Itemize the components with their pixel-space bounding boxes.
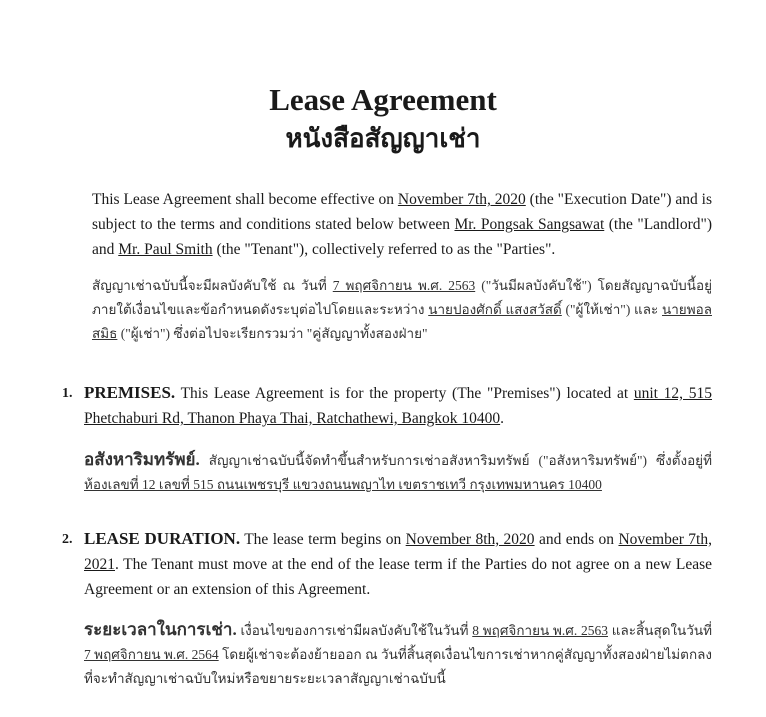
- document-title: Lease Agreement: [269, 82, 497, 117]
- underlined-field: unit 12, 515 Phetchaburi Rd, Thanon Phaya Thai, Ratchathewi, Bangkok 10400: [84, 385, 712, 427]
- underlined-field: November 7th, 2021: [84, 531, 712, 573]
- intro-paragraph-th: [92, 274, 712, 346]
- text-segment: This Lease Agreement is for the property (The "Premises") located at: [175, 385, 634, 402]
- document-subtitle-thai: หนังสือสัญญาเช่า: [285, 124, 481, 153]
- text-segment: สัญญาเช่าฉบับนี้จัดทำขึ้นสำหรับการเช่าอสังหาริมทรัพย์ ("อสังหาริมทรัพย์") ซึ่งตั้งอยู่ที่: [199, 453, 712, 468]
- text-segment: . The Tenant must move at the end of the lease term if the Parties do not agree on a new Lease Agreement or an extension of this Agreement.: [84, 556, 712, 598]
- text-segment: เงื่อนไขของการเช่ามีผลบังคับใช้ในวันที่: [236, 623, 473, 638]
- section-heading: ระยะเวลาในการเช่า.: [84, 620, 237, 639]
- underlined-field: Mr. Pongsak Sangsawat: [454, 216, 605, 233]
- text-segment: .: [500, 410, 505, 427]
- intro-paragraph-en: [92, 187, 712, 262]
- text-segment: ("วันมีผลบังคับใช้") โดยสัญญาฉบับนี้อยู่ภายใต้เงื่อนไขและข้อกำหนดดังระบุต่อไปโดยและระหว่าง: [92, 278, 712, 317]
- text-segment: (the "Landlord") and: [92, 216, 712, 258]
- section-premises-en: [84, 380, 712, 431]
- underlined-field: 7 พฤศจิกายน พ.ศ. 2564: [84, 647, 219, 662]
- text-segment: สัญญาเช่าฉบับนี้จะมีผลบังคับใช้ ณ วันที่: [92, 278, 333, 293]
- underlined-field: นายพอล สมิธ: [92, 302, 712, 341]
- underlined-field: Mr. Paul Smith: [118, 241, 213, 258]
- text-segment: ("ผู้เช่า") ซึ่งต่อไปจะเรียกรวมว่า "คู่สัญญาทั้งสองฝ่าย": [117, 326, 428, 341]
- underlined-field: นายปองศักดิ์ แสงสวัสดิ์: [428, 302, 562, 317]
- section-heading: PREMISES.: [84, 383, 176, 402]
- text-segment: This Lease Agreement shall become effective on: [92, 191, 398, 208]
- underlined-field: November 8th, 2020: [405, 531, 535, 548]
- section-lease-duration-th: [84, 618, 712, 691]
- text-segment: โดยผู้เช่าจะต้องย้ายออก ณ วันที่สิ้นสุดเงื่อนไขการเช่าหากคู่สัญญาทั้งสองฝ่ายไม่ตกลงที่จะทำสัญญาเช่าฉบับใหม่หรือขยายระยะเวลาสัญญาเช่าฉบับนี้: [84, 647, 712, 686]
- text-segment: The lease term begins on: [240, 531, 406, 548]
- underlined-field: 8 พฤศจิกายน พ.ศ. 2563: [472, 623, 608, 638]
- section-heading: อสังหาริมทรัพย์.: [84, 450, 200, 469]
- section-lease-duration-en: [84, 526, 712, 602]
- underlined-field: 7 พฤศจิกายน พ.ศ. 2563: [332, 278, 476, 293]
- underlined-field: ห้องเลขที่ 12 เลขที่ 515 ถนนเพชรบุรี แขวงถนนพญาไท เขตราชเทวี กรุงเทพมหานคร 10400: [84, 477, 602, 492]
- section-number: 1.: [62, 386, 73, 401]
- section-premises-th: [84, 448, 712, 497]
- text-segment: และสิ้นสุดในวันที่: [607, 623, 712, 638]
- text-segment: (the "Execution Date") and is subject to the terms and conditions stated below between: [92, 191, 712, 233]
- section-heading: LEASE DURATION.: [84, 529, 241, 548]
- text-segment: and ends on: [534, 531, 619, 548]
- underlined-field: November 7th, 2020: [397, 191, 526, 208]
- text-segment: (the "Tenant"), collectively referred to as the "Parties".: [212, 241, 556, 258]
- text-segment: ("ผู้ให้เช่า") และ: [561, 302, 662, 317]
- section-number: 2.: [62, 532, 73, 547]
